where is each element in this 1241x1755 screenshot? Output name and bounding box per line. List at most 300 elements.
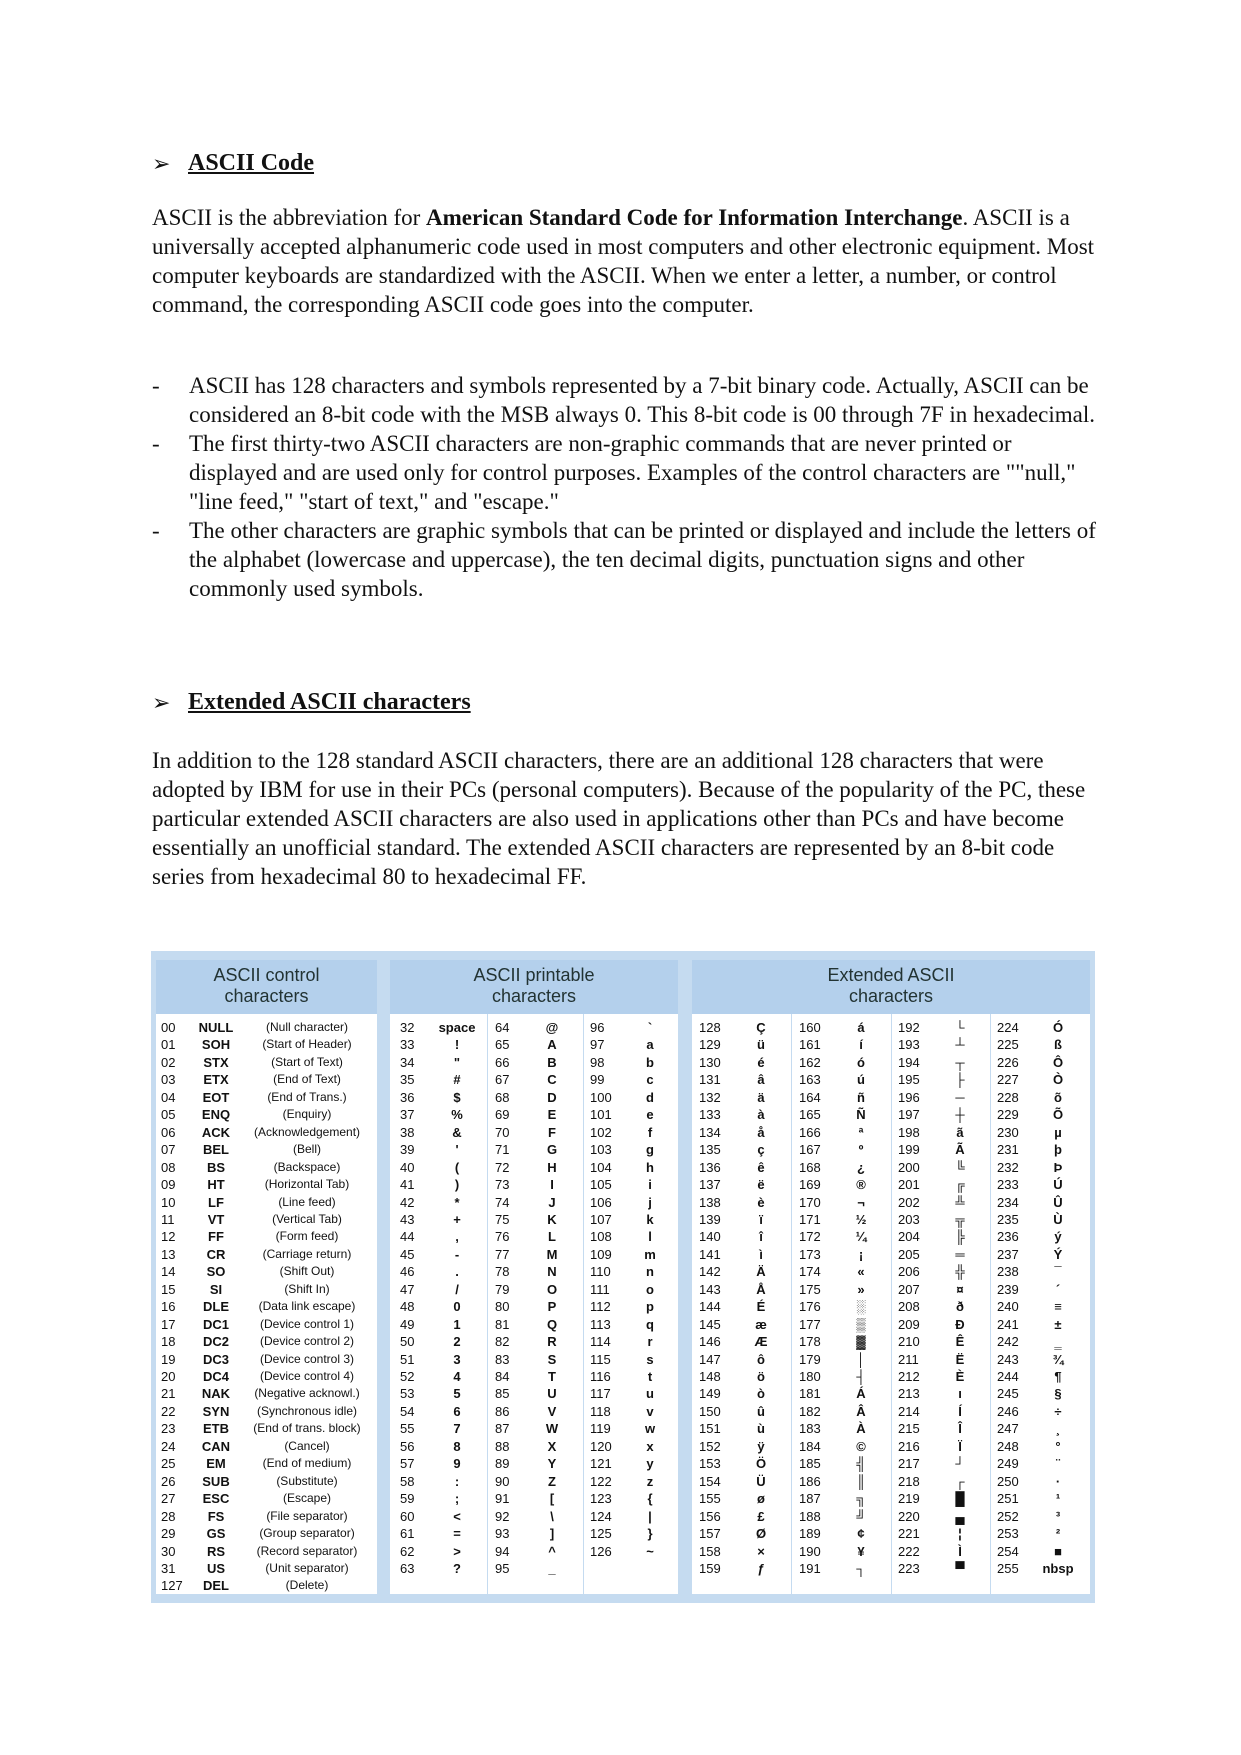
dash-marker: - xyxy=(152,373,160,398)
table-cell-abbr: ESC xyxy=(202,1491,230,1507)
table-cell-char: w xyxy=(644,1421,656,1437)
table-cell-code: 21 xyxy=(161,1386,176,1402)
table-cell-code: 106 xyxy=(590,1194,612,1210)
table-cell-code: 150 xyxy=(699,1403,721,1419)
table-cell-code: 121 xyxy=(590,1456,612,1472)
table-cell-code: 20 xyxy=(161,1369,176,1384)
table-cell-code: 168 xyxy=(799,1159,821,1175)
table-cell-char: g xyxy=(646,1142,654,1158)
table-cell-description: (Enquiry) xyxy=(282,1107,332,1122)
table-cell-char: B xyxy=(547,1054,557,1070)
table-cell-description: (Bell) xyxy=(292,1142,321,1157)
arrow-bullet-icon: ➢ xyxy=(152,150,171,176)
table-cell-code: 29 xyxy=(161,1526,176,1542)
table-cell-char: c xyxy=(646,1072,654,1088)
table-cell-code: 165 xyxy=(799,1107,821,1123)
table-cell-char: X xyxy=(547,1438,557,1454)
table-cell-code: 199 xyxy=(898,1142,920,1158)
table-cell-code: 08 xyxy=(161,1159,176,1175)
table-cell-char: a xyxy=(646,1037,654,1053)
table-cell-code: 112 xyxy=(590,1299,611,1315)
table-cell-char: ┌ xyxy=(955,1473,965,1489)
table-cell-description: (Shift Out) xyxy=(279,1264,335,1279)
table-cell-char: å xyxy=(757,1124,765,1140)
table-cell-char: { xyxy=(647,1491,653,1507)
table-cell-char: nbsp xyxy=(1042,1560,1074,1576)
table-cell-code: 115 xyxy=(590,1351,611,1367)
table-cell-char: Ç xyxy=(756,1020,766,1035)
table-cell-char: ? xyxy=(453,1560,461,1576)
table-cell-code: 46 xyxy=(400,1264,415,1280)
table-cell-code: 203 xyxy=(898,1211,920,1227)
table-cell-code: 41 xyxy=(400,1177,415,1193)
table-cell-code: 84 xyxy=(495,1369,510,1384)
intro-text: ASCII is the abbreviation for xyxy=(152,205,427,230)
table-cell-char: T xyxy=(548,1369,556,1384)
table-cell-code: 69 xyxy=(495,1107,510,1123)
table-cell-code: 166 xyxy=(799,1124,821,1140)
table-cell-char: G xyxy=(546,1142,558,1158)
table-cell-code: 157 xyxy=(699,1526,721,1542)
table-cell-char: C xyxy=(547,1072,557,1088)
table-cell-code: 36 xyxy=(400,1089,415,1105)
table-cell-code: 97 xyxy=(590,1037,605,1053)
table-cell-code: 58 xyxy=(400,1473,415,1489)
table-cell-code: 48 xyxy=(400,1299,415,1315)
printable-characters-panel xyxy=(390,960,678,1594)
table-cell-code: 62 xyxy=(400,1543,415,1559)
table-cell-code: 185 xyxy=(799,1456,821,1472)
table-cell-code: 147 xyxy=(699,1351,721,1367)
table-cell-char: î xyxy=(759,1229,763,1245)
table-cell-char: § xyxy=(1054,1386,1062,1402)
table-cell-code: 32 xyxy=(400,1020,415,1035)
table-cell-char: $ xyxy=(453,1089,461,1105)
table-cell-code: 30 xyxy=(161,1543,176,1559)
table-cell-char: ¦ xyxy=(958,1526,962,1542)
table-cell-char: Ü xyxy=(756,1473,766,1489)
table-cell-code: 162 xyxy=(799,1054,821,1070)
table-cell-description: (Synchronous idle) xyxy=(256,1403,358,1418)
table-cell-char: ð xyxy=(956,1299,964,1315)
table-cell-code: 68 xyxy=(495,1089,510,1105)
table-cell-char: 3 xyxy=(453,1351,461,1367)
table-cell-description: (Acknowledgement) xyxy=(253,1124,361,1139)
table-cell-char: Á xyxy=(856,1386,866,1402)
table-cell-char: O xyxy=(546,1281,558,1297)
table-cell-code: 35 xyxy=(400,1072,415,1088)
table-cell-char: p xyxy=(646,1299,654,1315)
table-cell-code: 55 xyxy=(400,1421,415,1437)
table-cell-char: ) xyxy=(454,1177,460,1193)
table-cell-char: ç xyxy=(757,1142,765,1158)
table-cell-char: ¿ xyxy=(857,1159,865,1175)
table-cell-code: 77 xyxy=(495,1246,510,1262)
table-cell-char: S xyxy=(547,1351,557,1367)
table-cell-code: 51 xyxy=(400,1351,415,1367)
table-cell-code: 236 xyxy=(997,1229,1019,1245)
table-cell-code: 214 xyxy=(898,1403,920,1419)
table-cell-char: % xyxy=(451,1107,463,1123)
table-cell-char: ( xyxy=(454,1159,460,1175)
table-cell-code: 17 xyxy=(161,1316,176,1332)
list-item xyxy=(152,371,1097,429)
table-cell-char: ╣ xyxy=(856,1456,866,1472)
table-cell-char: │ xyxy=(856,1351,866,1367)
table-cell-code: 140 xyxy=(699,1229,721,1245)
table-cell-char: = xyxy=(453,1526,461,1542)
table-cell-code: 14 xyxy=(161,1264,176,1280)
table-cell-char: ı xyxy=(958,1386,962,1402)
table-cell-abbr: DC2 xyxy=(202,1334,229,1350)
table-cell-code: 09 xyxy=(161,1177,176,1193)
table-cell-code: 192 xyxy=(898,1020,920,1035)
table-cell-char: s xyxy=(646,1351,654,1367)
table-cell-code: 110 xyxy=(590,1264,611,1280)
table-cell-code: 173 xyxy=(799,1246,821,1262)
table-cell-code: 88 xyxy=(495,1438,510,1454)
table-cell-code: 190 xyxy=(799,1543,821,1559)
table-cell-code: 16 xyxy=(161,1299,176,1315)
table-cell-char: Ù xyxy=(1053,1211,1063,1227)
table-cell-code: 52 xyxy=(400,1369,415,1384)
table-cell-code: 254 xyxy=(997,1543,1019,1559)
table-cell-code: 119 xyxy=(590,1421,611,1437)
table-cell-char: . xyxy=(455,1264,459,1280)
table-cell-char: k xyxy=(646,1211,654,1227)
table-cell-code: 79 xyxy=(495,1281,510,1297)
table-cell-code: 207 xyxy=(898,1281,920,1297)
table-cell-char: Æ xyxy=(754,1334,768,1350)
table-cell-code: 47 xyxy=(400,1281,415,1297)
table-cell-code: 215 xyxy=(898,1421,920,1437)
table-cell-abbr: BEL xyxy=(203,1142,229,1158)
table-cell-code: 234 xyxy=(997,1194,1019,1210)
table-cell-char: É xyxy=(756,1299,766,1315)
table-cell-char: © xyxy=(856,1438,866,1454)
table-cell-char: ² xyxy=(1055,1526,1061,1542)
table-cell-code: 172 xyxy=(799,1229,821,1245)
table-cell-char: ß xyxy=(1054,1037,1062,1053)
table-cell-code: 89 xyxy=(495,1456,510,1472)
table-cell-code: 249 xyxy=(997,1456,1019,1472)
table-cell-code: 193 xyxy=(898,1037,920,1053)
table-cell-code: 176 xyxy=(799,1299,821,1315)
table-cell-code: 06 xyxy=(161,1124,176,1140)
table-cell-code: 10 xyxy=(161,1194,176,1210)
table-cell-code: 134 xyxy=(699,1124,721,1140)
table-cell-code: 82 xyxy=(495,1334,510,1350)
table-cell-char: ] xyxy=(549,1526,555,1542)
table-cell-char: £ xyxy=(757,1508,765,1524)
table-cell-description: (Negative acknowl.) xyxy=(254,1386,360,1401)
table-cell-char: Ý xyxy=(1053,1246,1063,1262)
table-cell-code: 102 xyxy=(590,1124,612,1140)
table-cell-code: 141 xyxy=(699,1246,721,1262)
table-cell-char: ║ xyxy=(856,1473,866,1489)
table-cell-char: é xyxy=(757,1054,765,1070)
table-cell-char: ╩ xyxy=(955,1194,965,1210)
table-cell-char: Ö xyxy=(755,1456,767,1472)
table-cell-code: 181 xyxy=(799,1386,821,1402)
table-cell-char: Ë xyxy=(955,1351,965,1367)
table-cell-char: ¸ xyxy=(1055,1421,1061,1437)
table-cell-code: 218 xyxy=(898,1473,920,1489)
table-cell-code: 245 xyxy=(997,1386,1019,1402)
table-cell-char: Þ xyxy=(1053,1159,1063,1175)
table-cell-code: 45 xyxy=(400,1246,415,1262)
table-cell-char: space xyxy=(438,1020,476,1035)
table-cell-char: 9 xyxy=(453,1456,461,1472)
table-cell-char: * xyxy=(454,1194,460,1210)
table-cell-char: / xyxy=(455,1281,459,1297)
table-cell-code: 195 xyxy=(898,1072,920,1088)
table-cell-abbr: FS xyxy=(207,1508,225,1524)
table-cell-code: 198 xyxy=(898,1124,920,1140)
table-cell-char: ´ xyxy=(1055,1281,1061,1297)
table-cell-char: ▀ xyxy=(955,1560,965,1576)
table-cell-code: 163 xyxy=(799,1072,821,1088)
table-cell-code: 38 xyxy=(400,1124,415,1140)
table-cell-code: 233 xyxy=(997,1177,1019,1193)
heading-text: Extended ASCII characters xyxy=(188,689,471,715)
table-cell-code: 227 xyxy=(997,1072,1019,1088)
table-cell-char: b xyxy=(646,1054,654,1070)
section-heading-extended-ascii xyxy=(152,689,471,716)
table-cell-char: Í xyxy=(958,1403,962,1419)
table-cell-code: 23 xyxy=(161,1421,176,1437)
table-cell-code: 216 xyxy=(898,1438,920,1454)
table-cell-description: (Shift In) xyxy=(284,1281,330,1296)
table-cell-char: À xyxy=(856,1421,866,1437)
table-cell-code: 230 xyxy=(997,1124,1019,1140)
table-cell-code: 205 xyxy=(898,1246,920,1262)
table-cell-code: 81 xyxy=(495,1316,510,1332)
table-cell-code: 94 xyxy=(495,1543,510,1559)
table-cell-char: ± xyxy=(1054,1316,1062,1332)
table-cell-char: H xyxy=(547,1159,557,1175)
table-cell-char: y xyxy=(646,1456,654,1472)
table-cell-code: 02 xyxy=(161,1054,176,1070)
table-cell-code: 15 xyxy=(161,1281,176,1297)
table-cell-code: 37 xyxy=(400,1107,415,1123)
table-cell-code: 184 xyxy=(799,1438,821,1454)
table-cell-char: 4 xyxy=(453,1369,461,1384)
extended-paragraph: In addition to the 128 standard ASCII characters, there are an additional 128 characters that were adopted by IBM for use in their PCs (personal computers). Because of the popularity of the PC, these particular extended ASCII characters are also used in applications other than PCs and have become essentially an unofficial standard. The extended ASCII characters are represented by an 8-bit code series from hexadecimal 80 to hexadecimal FF. xyxy=(152,748,1086,889)
table-cell-char: \ xyxy=(550,1508,554,1524)
table-cell-code: 169 xyxy=(799,1177,821,1193)
table-cell-code: 130 xyxy=(699,1054,721,1070)
table-cell-description: (Data link escape) xyxy=(258,1299,356,1314)
table-cell-code: 109 xyxy=(590,1246,612,1262)
table-cell-code: 135 xyxy=(699,1142,721,1158)
table-cell-code: 186 xyxy=(799,1473,821,1489)
table-cell-code: 221 xyxy=(898,1526,920,1542)
section-heading-ascii-code xyxy=(152,150,314,177)
table-cell-description: (End of trans. block) xyxy=(253,1421,361,1436)
table-cell-char: q xyxy=(646,1316,654,1332)
panel-title: Extended ASCII characters xyxy=(692,960,1090,1014)
table-cell-char: « xyxy=(857,1264,865,1280)
table-cell-code: 78 xyxy=(495,1264,510,1280)
table-cell-char: R xyxy=(547,1334,557,1350)
table-cell-char: u xyxy=(646,1386,654,1402)
table-cell-code: 200 xyxy=(898,1159,920,1175)
table-cell-code: 175 xyxy=(799,1281,821,1297)
table-cell-code: 128 xyxy=(699,1020,721,1035)
table-cell-code: 145 xyxy=(699,1316,721,1332)
table-cell-description: (Record separator) xyxy=(256,1543,358,1558)
table-cell-char: ¼ xyxy=(855,1229,867,1245)
table-cell-code: 70 xyxy=(495,1124,510,1140)
table-cell-char: Ó xyxy=(1052,1020,1064,1035)
table-cell-code: 22 xyxy=(161,1403,176,1419)
table-cell-char: # xyxy=(453,1072,461,1088)
table-cell-char: Z xyxy=(548,1473,556,1489)
table-cell-abbr: FF xyxy=(208,1229,224,1245)
table-cell-char: ï xyxy=(759,1211,763,1227)
table-cell-code: 167 xyxy=(799,1142,821,1158)
table-cell-code: 85 xyxy=(495,1386,510,1402)
table-cell-char: < xyxy=(453,1508,461,1524)
table-cell-description: (Device control 1) xyxy=(259,1316,355,1331)
table-cell-abbr: DC3 xyxy=(202,1351,229,1367)
table-cell-code: 223 xyxy=(898,1560,920,1576)
table-cell-char: Q xyxy=(546,1316,558,1332)
table-cell-char: è xyxy=(757,1194,765,1210)
table-cell-code: 98 xyxy=(590,1054,605,1070)
table-cell-char: P xyxy=(547,1299,557,1315)
table-cell-char: ù xyxy=(757,1421,765,1437)
table-cell-char: Ô xyxy=(1052,1054,1064,1070)
table-cell-char: ¹ xyxy=(1055,1491,1061,1507)
table-cell-description: (End of Trans.) xyxy=(267,1089,347,1104)
table-cell-char: ¬ xyxy=(857,1194,865,1210)
table-cell-code: 71 xyxy=(495,1142,510,1158)
table-cell-char: ‗ xyxy=(1054,1334,1062,1350)
table-cell-code: 204 xyxy=(898,1229,920,1245)
table-cell-code: 229 xyxy=(997,1107,1019,1123)
table-cell-char: ┬ xyxy=(955,1054,965,1070)
table-cell-code: 113 xyxy=(590,1316,611,1332)
table-cell-char: ü xyxy=(757,1037,765,1053)
table-cell-char: Â xyxy=(856,1403,866,1419)
table-cell-abbr: NULL xyxy=(198,1020,234,1035)
table-cell-char: 0 xyxy=(453,1299,461,1315)
table-cell-char: Ê xyxy=(955,1334,965,1350)
table-cell-code: 133 xyxy=(699,1107,721,1123)
table-cell-char: õ xyxy=(1054,1089,1062,1105)
table-cell-code: 241 xyxy=(997,1316,1019,1332)
table-cell-code: 40 xyxy=(400,1159,415,1175)
list-item-text: The other characters are graphic symbols that can be printed or displayed and include the letters of the alphabet (lowercase and uppercase), the ten decimal digits, punctuation signs and other commonly used symbols. xyxy=(189,518,1096,601)
table-cell-char: Å xyxy=(756,1281,766,1297)
table-cell-code: 107 xyxy=(590,1211,612,1227)
table-cell-code: 226 xyxy=(997,1054,1019,1070)
intro-bold-text: American Standard Code for Information Interchange xyxy=(426,205,963,230)
table-cell-char: » xyxy=(857,1281,865,1297)
table-cell-abbr: EOT xyxy=(202,1089,230,1105)
table-cell-description: (End of medium) xyxy=(262,1456,352,1471)
table-cell-char: Ä xyxy=(756,1264,766,1280)
table-cell-char: r xyxy=(647,1334,653,1350)
table-cell-code: 187 xyxy=(799,1491,821,1507)
list-item-text: ASCII has 128 characters and symbols represented by a 7-bit binary code. Actually, ASCII can be considered an 8-bit code with the MSB always 0. This 8-bit code is 00 through 7F in hexadecimal. xyxy=(189,373,1095,427)
table-cell-char: ¤ xyxy=(956,1281,964,1297)
table-cell-abbr: ETB xyxy=(203,1421,229,1437)
table-cell-description: (Escape) xyxy=(282,1491,332,1506)
table-cell-code: 222 xyxy=(898,1543,920,1559)
table-cell-char: 7 xyxy=(453,1421,461,1437)
table-cell-description: (Horizontal Tab) xyxy=(264,1177,350,1192)
table-cell-char: A xyxy=(547,1037,557,1053)
table-cell-char: Ð xyxy=(955,1316,965,1332)
table-cell-char: ê xyxy=(757,1159,765,1175)
table-cell-char: + xyxy=(453,1211,461,1227)
table-cell-description: (Start of Text) xyxy=(271,1054,343,1069)
list-item xyxy=(152,516,1097,603)
table-cell-code: 108 xyxy=(590,1229,612,1245)
table-cell-code: 151 xyxy=(699,1421,721,1437)
table-cell-abbr: ENQ xyxy=(201,1107,231,1123)
table-cell-code: 83 xyxy=(495,1351,510,1367)
table-cell-char: ■ xyxy=(1054,1543,1062,1559)
table-cell-abbr: ETX xyxy=(203,1072,229,1088)
table-cell-code: 66 xyxy=(495,1054,510,1070)
table-cell-char: ÷ xyxy=(1054,1403,1062,1419)
table-cell-char: Ò xyxy=(1052,1072,1064,1088)
table-cell-char: þ xyxy=(1054,1142,1062,1158)
table-cell-code: 161 xyxy=(799,1037,821,1053)
table-cell-code: 72 xyxy=(495,1159,510,1175)
table-cell-abbr: SO xyxy=(206,1264,226,1280)
table-cell-char: └ xyxy=(955,1020,965,1035)
table-cell-char: x xyxy=(646,1438,654,1454)
control-characters-panel xyxy=(156,960,377,1594)
table-cell-abbr: RS xyxy=(206,1543,226,1559)
table-cell-code: 231 xyxy=(997,1142,1019,1158)
table-cell-code: 178 xyxy=(799,1334,821,1350)
table-cell-char: j xyxy=(648,1194,652,1210)
table-cell-char: ò xyxy=(757,1386,765,1402)
table-cell-code: 73 xyxy=(495,1177,510,1193)
table-cell-code: 124 xyxy=(590,1508,612,1524)
table-cell-code: 50 xyxy=(400,1334,415,1350)
table-cell-code: 111 xyxy=(590,1281,610,1297)
panel-title: ASCII control characters xyxy=(156,960,377,1014)
table-cell-char: ^ xyxy=(548,1543,556,1559)
table-cell-code: 196 xyxy=(898,1089,920,1105)
table-cell-code: 00 xyxy=(161,1020,176,1035)
table-cell-code: 232 xyxy=(997,1159,1019,1175)
table-cell-char: 1 xyxy=(453,1316,461,1332)
table-cell-char: t xyxy=(647,1369,653,1384)
table-cell-char: ¡ xyxy=(858,1246,864,1262)
table-cell-description: (Device control 2) xyxy=(259,1334,355,1349)
table-cell-char: I xyxy=(550,1177,554,1193)
table-cell-char: ╔ xyxy=(955,1177,965,1193)
table-cell-code: 61 xyxy=(400,1526,415,1542)
table-cell-code: 189 xyxy=(799,1526,821,1542)
table-cell-code: 75 xyxy=(495,1211,510,1227)
table-cell-char: â xyxy=(757,1072,765,1088)
table-cell-char: È xyxy=(955,1369,965,1384)
table-cell-char: i xyxy=(648,1177,652,1193)
table-cell-code: 153 xyxy=(699,1456,721,1472)
table-cell-char: d xyxy=(646,1089,654,1105)
table-cell-abbr: SYN xyxy=(202,1403,230,1419)
table-cell-char: ╚ xyxy=(955,1159,965,1175)
